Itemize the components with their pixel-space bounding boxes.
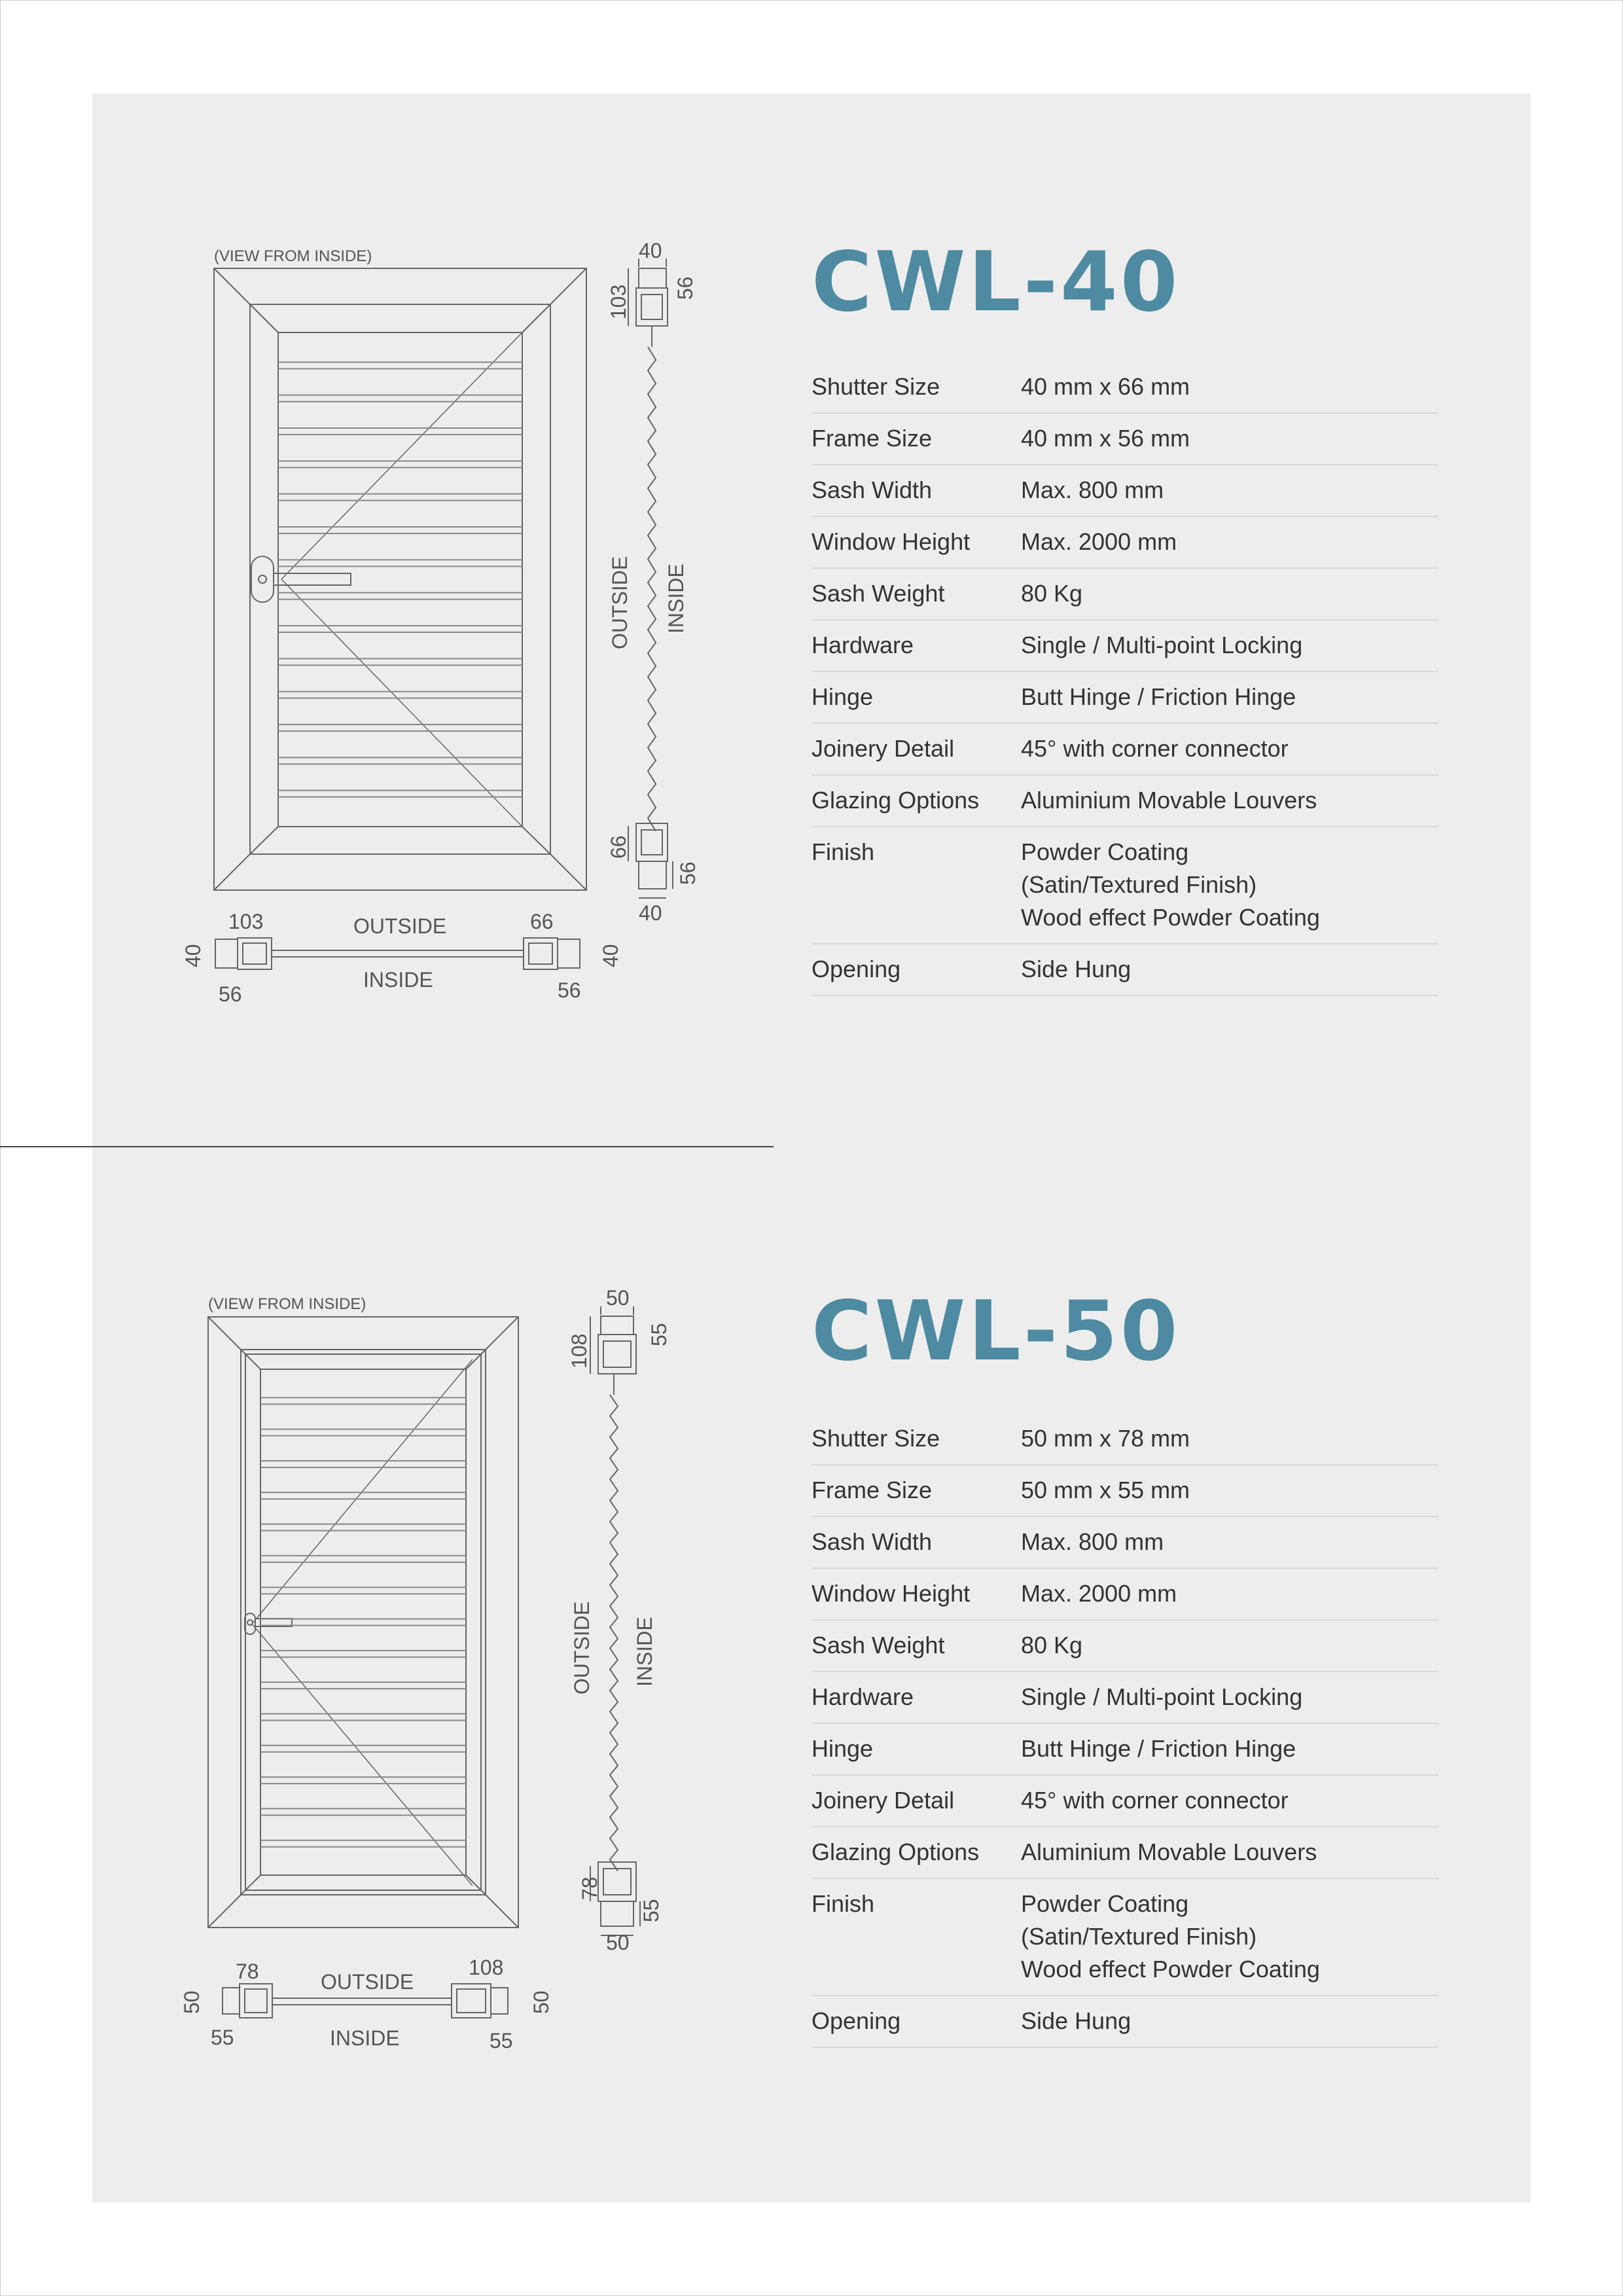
sash-miter xyxy=(466,1875,486,1895)
sash-miter xyxy=(241,1350,260,1369)
plan-inside-label: INSIDE xyxy=(363,968,433,992)
spec-label: Sash Width xyxy=(812,1528,933,1555)
plan-right-frame xyxy=(491,1988,508,2014)
spec-value-line: 40 mm x 66 mm xyxy=(1021,373,1190,400)
profile-bottom-frame xyxy=(601,1901,633,1926)
spec-value xyxy=(1021,1784,1438,1817)
sash-frame xyxy=(250,304,550,854)
side-outside-label: OUTSIDE xyxy=(608,556,632,649)
spec-row xyxy=(812,1724,1438,1776)
view-label: (VIEW FROM INSIDE) xyxy=(214,247,372,265)
plan-left-side-dim: 50 xyxy=(180,1990,204,2014)
spec-row xyxy=(812,362,1438,414)
spec-value-line: Single / Multi-point Locking xyxy=(1021,632,1303,658)
plan-left-sash xyxy=(245,1989,267,2013)
spec-value xyxy=(1021,422,1438,455)
spec-row xyxy=(812,1569,1438,1621)
dim-bottom-width: 50 xyxy=(606,1931,630,1954)
profile-top-sash xyxy=(641,295,662,319)
profile-bottom-sash xyxy=(641,830,662,855)
frame-miter xyxy=(550,268,586,304)
spec-label: Sash Weight xyxy=(812,580,945,607)
spec-row xyxy=(812,1879,1438,1996)
spec-value xyxy=(1021,1577,1438,1610)
spec-row xyxy=(812,620,1438,672)
handle-plate xyxy=(251,556,274,602)
spec-value xyxy=(1021,1732,1438,1765)
spec-value xyxy=(1021,577,1438,610)
louver-chain xyxy=(648,347,656,831)
side-outside-label: OUTSIDE xyxy=(570,1601,594,1695)
plan-right-sash xyxy=(529,943,552,964)
spec-value-line: Butt Hinge / Friction Hinge xyxy=(1021,1735,1296,1762)
spec-label: Opening xyxy=(812,956,901,982)
dim-top-height: 103 xyxy=(607,284,630,319)
spec-row xyxy=(812,724,1438,776)
spec-label: Joinery Detail xyxy=(812,1787,955,1814)
spec-value-line: 40 mm x 56 mm xyxy=(1021,425,1190,452)
plan-left-frame xyxy=(223,1988,240,2014)
spec-row xyxy=(812,465,1438,517)
spec-label: Shutter Size xyxy=(812,373,940,400)
frame-miter xyxy=(214,854,250,890)
spec-value-line: Aluminium Movable Louvers xyxy=(1021,1839,1317,1865)
spec-row xyxy=(812,517,1438,569)
plan-inside-label: INSIDE xyxy=(330,2026,400,2050)
spec-value xyxy=(1021,1474,1438,1507)
spec-row xyxy=(812,944,1438,996)
dim-bottom-depth: 56 xyxy=(676,861,700,885)
spec-value-line: Butt Hinge / Friction Hinge xyxy=(1021,683,1296,710)
spec-row xyxy=(812,1414,1438,1465)
frame-miter xyxy=(486,1317,518,1350)
spec-value-line: 80 Kg xyxy=(1021,1632,1083,1659)
frame-miter xyxy=(550,854,586,890)
sash-miter xyxy=(250,827,278,854)
spec-value-line: Aluminium Movable Louvers xyxy=(1021,787,1317,814)
spec-value xyxy=(1021,474,1438,507)
handle-knob xyxy=(259,575,266,583)
spec-value xyxy=(1021,836,1438,934)
spec-value-line: 45° with corner connector xyxy=(1021,1787,1289,1814)
plan-right-bottom-dim: 56 xyxy=(558,978,581,1002)
spec-label: Window Height xyxy=(812,528,971,555)
plan-outside-label: OUTSIDE xyxy=(353,914,447,938)
spec-value-line: Max. 2000 mm xyxy=(1021,528,1177,555)
spec-value xyxy=(1021,732,1438,765)
plan-right-bottom-dim: 55 xyxy=(490,2029,513,2053)
product-section-cwl-50 xyxy=(0,1048,1623,2095)
plan-right-sash xyxy=(457,1989,486,2013)
spec-label: Hardware xyxy=(812,1683,914,1710)
handle-plate xyxy=(245,1613,255,1634)
spec-value xyxy=(1021,1836,1438,1869)
frame-miter xyxy=(208,1895,241,1928)
spec-label: Sash Width xyxy=(812,476,933,503)
spec-row xyxy=(812,1672,1438,1724)
window-drawing-cwl-50 xyxy=(0,1048,772,2095)
spec-value xyxy=(1021,1681,1438,1713)
spec-label: Finish xyxy=(812,1890,875,1917)
sash-miter xyxy=(522,304,550,332)
plan-left-frame xyxy=(215,939,238,968)
spec-label: Hinge xyxy=(812,1735,874,1762)
spec-value xyxy=(1021,526,1438,558)
spec-label: Finish xyxy=(812,838,875,865)
spec-label: Joinery Detail xyxy=(812,735,955,762)
spec-value-line: Side Hung xyxy=(1021,2007,1132,2034)
spec-value-line: Single / Multi-point Locking xyxy=(1021,1683,1303,1710)
plan-outside-label: OUTSIDE xyxy=(321,1970,414,1994)
plan-left-sash xyxy=(243,943,266,964)
plan-left-bottom-dim: 56 xyxy=(219,982,242,1006)
spec-value-line: Side Hung xyxy=(1021,956,1132,982)
louver-area xyxy=(278,332,522,827)
spec-value xyxy=(1021,681,1438,713)
spec-value xyxy=(1021,2005,1438,2037)
spec-label: Opening xyxy=(812,2007,901,2034)
spec-value-line: 50 mm x 78 mm xyxy=(1021,1425,1190,1452)
spec-value xyxy=(1021,1888,1438,1986)
model-title: CWL-50 xyxy=(812,1283,1181,1379)
view-label: (VIEW FROM INSIDE) xyxy=(208,1295,366,1313)
spec-row xyxy=(812,776,1438,827)
dim-top-width: 40 xyxy=(639,239,662,262)
spec-value xyxy=(1021,784,1438,817)
spec-row xyxy=(812,1465,1438,1517)
spec-label: Glazing Options xyxy=(812,1839,980,1865)
sash-miter xyxy=(241,1875,260,1895)
profile-top-sash xyxy=(603,1341,631,1367)
louver-lines xyxy=(278,362,522,797)
spec-label: Hardware xyxy=(812,632,914,658)
sash-miter xyxy=(250,304,278,332)
spec-table xyxy=(812,362,1438,996)
side-inside-label: INSIDE xyxy=(633,1617,656,1687)
dim-bottom-width: 40 xyxy=(639,901,662,925)
sash-miter xyxy=(522,827,550,854)
spec-value-line: 50 mm x 55 mm xyxy=(1021,1477,1190,1503)
window-drawing-cwl-40 xyxy=(0,0,772,1047)
spec-value-line: 80 Kg xyxy=(1021,580,1083,607)
spec-value-line: 45° with corner connector xyxy=(1021,735,1289,762)
plan-right-top-dim: 66 xyxy=(530,910,554,933)
handle-knob xyxy=(247,1620,253,1625)
profile-top-frame xyxy=(601,1316,633,1335)
dim-top-height: 108 xyxy=(567,1333,591,1369)
spec-value-line: (Satin/Textured Finish) xyxy=(1021,871,1257,898)
spec-row xyxy=(812,827,1438,944)
model-title: CWL-40 xyxy=(812,234,1181,330)
spec-value-line: Wood effect Powder Coating xyxy=(1021,904,1320,931)
spec-row xyxy=(812,1621,1438,1672)
louver-chain xyxy=(610,1395,618,1871)
dim-top-depth: 55 xyxy=(647,1323,671,1346)
spec-value-line: Powder Coating xyxy=(1021,838,1189,865)
spec-label: Window Height xyxy=(812,1580,971,1607)
dim-bottom-height: 78 xyxy=(578,1876,601,1900)
spec-value xyxy=(1021,629,1438,662)
spec-row xyxy=(812,1827,1438,1879)
dim-bottom-height: 66 xyxy=(607,835,630,859)
spec-table xyxy=(812,1414,1438,2048)
spec-value xyxy=(1021,370,1438,403)
opening-diagonal xyxy=(281,332,522,579)
spec-label: Hinge xyxy=(812,683,874,710)
spec-label: Glazing Options xyxy=(812,787,980,814)
product-section-cwl-40 xyxy=(0,0,1623,1047)
plan-right-side-dim: 50 xyxy=(529,1990,553,2014)
spec-row xyxy=(812,1996,1438,2048)
frame-miter xyxy=(214,268,250,304)
spec-value-line: Wood effect Powder Coating xyxy=(1021,1956,1320,1982)
spec-label: Sash Weight xyxy=(812,1632,945,1659)
spec-row xyxy=(812,1517,1438,1569)
spec-value xyxy=(1021,953,1438,986)
opening-diagonal xyxy=(252,1359,473,1624)
spec-value xyxy=(1021,1526,1438,1558)
sash-inner xyxy=(245,1354,481,1890)
plan-left-side-dim: 40 xyxy=(181,944,205,967)
profile-bottom-sash xyxy=(603,1869,631,1895)
sash-frame xyxy=(241,1350,486,1895)
spec-row xyxy=(812,569,1438,620)
plan-right-frame xyxy=(558,939,580,968)
spec-value-line: Max. 800 mm xyxy=(1021,1528,1164,1555)
spec-value-line: Powder Coating xyxy=(1021,1890,1189,1917)
side-inside-label: INSIDE xyxy=(664,564,688,634)
spec-label: Frame Size xyxy=(812,425,933,452)
spec-value xyxy=(1021,1629,1438,1662)
spec-value xyxy=(1021,1422,1438,1455)
spec-value-line: (Satin/Textured Finish) xyxy=(1021,1923,1257,1950)
sash-miter xyxy=(466,1350,486,1369)
dim-top-depth: 56 xyxy=(673,276,697,300)
profile-top-frame xyxy=(639,268,666,288)
spec-label: Frame Size xyxy=(812,1477,933,1503)
spec-row xyxy=(812,414,1438,465)
spec-value-line: Max. 800 mm xyxy=(1021,476,1164,503)
dim-bottom-depth: 55 xyxy=(639,1899,663,1922)
plan-right-top-dim: 108 xyxy=(469,1956,504,1979)
spec-value-line: Max. 2000 mm xyxy=(1021,1580,1177,1607)
spec-label: Shutter Size xyxy=(812,1425,940,1452)
frame-miter xyxy=(208,1317,241,1350)
plan-right-side-dim: 40 xyxy=(599,944,622,967)
plan-left-top-dim: 103 xyxy=(228,910,264,933)
dim-top-width: 50 xyxy=(606,1286,630,1310)
opening-diagonal xyxy=(281,579,522,827)
profile-bottom-frame xyxy=(639,861,666,889)
plan-left-top-dim: 78 xyxy=(236,1960,259,1983)
spec-row xyxy=(812,1776,1438,1827)
plan-left-bottom-dim: 55 xyxy=(211,2026,234,2049)
spec-row xyxy=(812,672,1438,724)
plan-section xyxy=(215,938,580,969)
frame-miter xyxy=(486,1895,518,1928)
